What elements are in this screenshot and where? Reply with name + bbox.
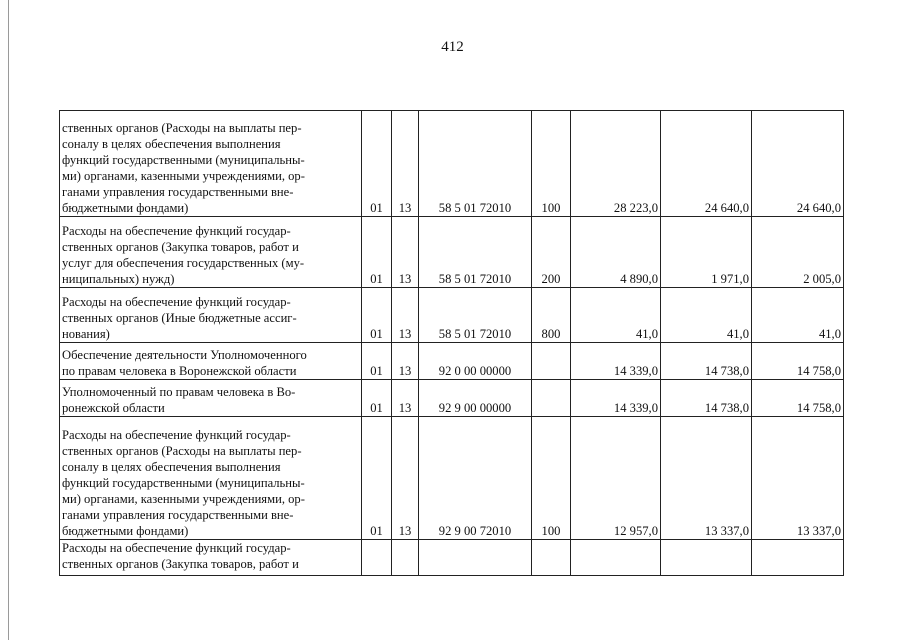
table-row: [60, 540, 844, 576]
subsection-cell: 13: [392, 111, 419, 217]
table-row: [60, 380, 844, 417]
subsection-cell: 13: [392, 343, 419, 380]
expense-type-cell: 200: [532, 217, 571, 288]
amount-year3-cell: 41,0: [752, 288, 844, 343]
table-row: [60, 111, 844, 217]
expense-name-cell: Расходы на обеспечение функций государ- ственных органов (Иные бюджетные ассиг- нования): [60, 288, 362, 343]
table-row: [60, 417, 844, 540]
subsection-cell: 13: [392, 417, 419, 540]
section-cell: 01: [362, 343, 392, 380]
target-code-cell: 92 9 00 72010: [419, 417, 532, 540]
expense-name-cell: Обеспечение деятельности Уполномоченного по правам человека в Воронежской области: [60, 343, 362, 380]
page-number: 412: [441, 39, 464, 55]
subsection-cell: 13: [392, 217, 419, 288]
amount-year3-cell: 13 337,0: [752, 417, 844, 540]
table-row: [60, 288, 844, 343]
table-row: [60, 217, 844, 288]
amount-year3-cell: [752, 540, 844, 576]
amount-year1-cell: [571, 540, 661, 576]
expense-type-cell: [532, 343, 571, 380]
target-code-cell: 58 5 01 72010: [419, 217, 532, 288]
target-code-cell: 92 9 00 00000: [419, 380, 532, 417]
expense-name-cell: Расходы на обеспечение функций государ- ственных органов (Расходы на выплаты пер- соналу в целях обеспечения выполнения функций государственными (муниципальны- ми) органами, казенными учреждениями, ор- ганами управления государственными вне- бюджетными фондами): [60, 417, 362, 540]
amount-year3-cell: 14 758,0: [752, 380, 844, 417]
subsection-cell: 13: [392, 288, 419, 343]
subsection-cell: 13: [392, 380, 419, 417]
target-code-cell: 58 5 01 72010: [419, 111, 532, 217]
amount-year2-cell: 14 738,0: [661, 343, 752, 380]
amount-year1-cell: 14 339,0: [571, 343, 661, 380]
section-cell: [362, 540, 392, 576]
table-row: [60, 343, 844, 380]
amount-year1-cell: 41,0: [571, 288, 661, 343]
section-cell: 01: [362, 217, 392, 288]
amount-year2-cell: 1 971,0: [661, 217, 752, 288]
expense-name-cell: Расходы на обеспечение функций государ- ственных органов (Закупка товаров, работ и: [60, 540, 362, 576]
amount-year3-cell: 14 758,0: [752, 343, 844, 380]
amount-year3-cell: 24 640,0: [752, 111, 844, 217]
target-code-cell: 58 5 01 72010: [419, 288, 532, 343]
section-cell: 01: [362, 288, 392, 343]
amount-year1-cell: 12 957,0: [571, 417, 661, 540]
expense-type-cell: [532, 380, 571, 417]
section-cell: 01: [362, 111, 392, 217]
section-cell: 01: [362, 380, 392, 417]
expense-type-cell: 100: [532, 111, 571, 217]
amount-year2-cell: 13 337,0: [661, 417, 752, 540]
target-code-cell: 92 0 00 00000: [419, 343, 532, 380]
amount-year2-cell: 24 640,0: [661, 111, 752, 217]
page-edge-rule: [8, 0, 9, 640]
expense-type-cell: [532, 540, 571, 576]
expense-type-cell: 800: [532, 288, 571, 343]
amount-year1-cell: 14 339,0: [571, 380, 661, 417]
expense-name-cell: Уполномоченный по правам человека в Во- ронежской области: [60, 380, 362, 417]
target-code-cell: [419, 540, 532, 576]
subsection-cell: [392, 540, 419, 576]
amount-year2-cell: 41,0: [661, 288, 752, 343]
expense-name-cell: ственных органов (Расходы на выплаты пер- соналу в целях обеспечения выполнения функций государственными (муниципальны- ми) органами, казенными учреждениями, ор- ганами управления государственными вне- бюджетными фондами): [60, 111, 362, 217]
section-cell: 01: [362, 417, 392, 540]
budget-table: [59, 110, 844, 576]
amount-year1-cell: 28 223,0: [571, 111, 661, 217]
amount-year2-cell: 14 738,0: [661, 380, 752, 417]
expense-type-cell: 100: [532, 417, 571, 540]
amount-year2-cell: [661, 540, 752, 576]
amount-year3-cell: 2 005,0: [752, 217, 844, 288]
amount-year1-cell: 4 890,0: [571, 217, 661, 288]
expense-name-cell: Расходы на обеспечение функций государ- ственных органов (Закупка товаров, работ и услуг для обеспечения государственных (му- ниципальных) нужд): [60, 217, 362, 288]
